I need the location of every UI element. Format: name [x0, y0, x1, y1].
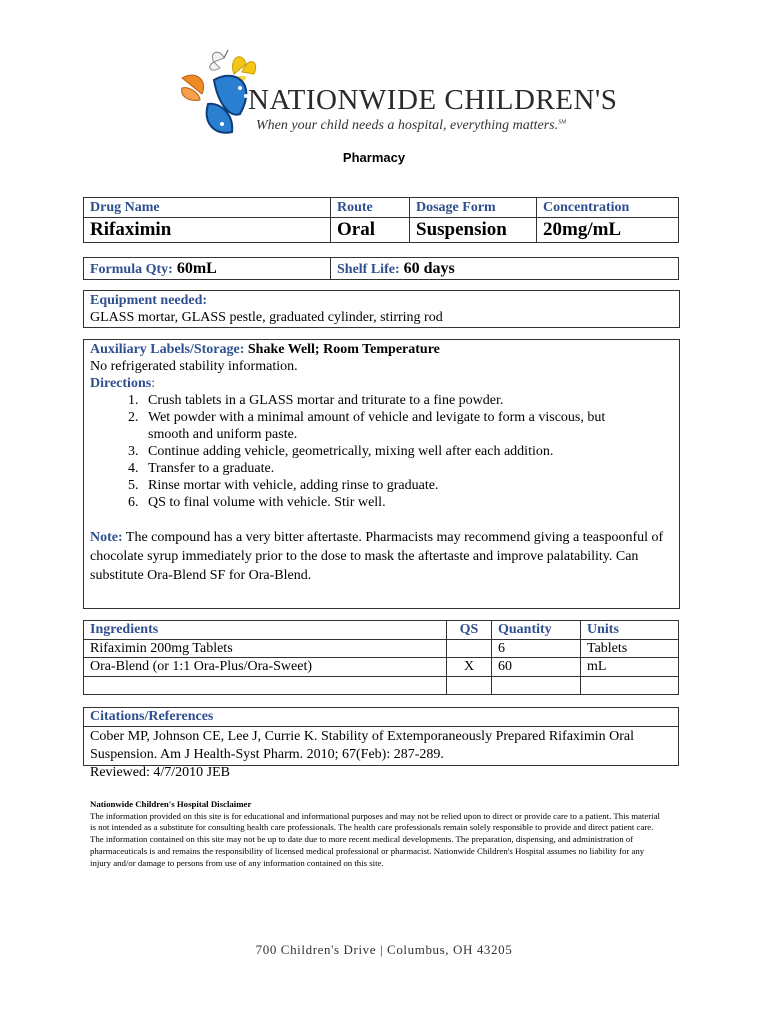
route-header: Route [331, 198, 410, 218]
table-row [84, 658, 679, 677]
direction-step: 1. Crush tablets in a GLASS mortar and triturate to a fine powder. [142, 392, 642, 409]
disclaimer-text: The information provided on this site is for educational and informational purposes and may not be relied upon to direct or provide care to a patient. This material is not intended as a substitute for consulting health care professionals. The health care professionals remain solely responsible to provide and direct patient care. The information contained on this site may not be up to date due to more recent medical developments. The preparation, dispensing, and administration of pharmaceuticals is and remains the responsibility of licensed medical professional or pharmacist. Nationwide Children's Hospital assumes no liability for any injury and/or damage to persons from use of any information contained on this site. [90, 810, 661, 868]
compound-note [90, 528, 674, 585]
auxiliary-value: Shake Well; Room Temperature [247, 342, 440, 357]
ingredient-qty: 60 [492, 658, 581, 677]
butterfly-icon [176, 44, 258, 140]
citations-table [83, 707, 679, 766]
dosage-form-header: Dosage Form [410, 198, 537, 218]
table-row [84, 640, 679, 658]
drug-table [83, 197, 679, 243]
concentration-value: 20mg/mL [537, 218, 679, 243]
formula-table [83, 257, 679, 280]
formula-qty-cell [84, 258, 331, 280]
footer-address: 700 Children's Drive | Columbus, OH 43205 [255, 942, 513, 957]
tagline: When your child needs a hospital, everything matters.℠ [256, 118, 567, 133]
refrigeration-note: No refrigerated stability information. [90, 359, 298, 374]
disclaimer-title: Nationwide Children's Hospital Disclaimer [90, 799, 252, 809]
directions-heading: Directions: [90, 376, 156, 391]
ingredient-qty [492, 677, 581, 695]
page-title: Pharmacy [342, 150, 406, 165]
ingredient-units [581, 677, 679, 695]
ingredients-table [83, 620, 679, 695]
directions-box [83, 339, 680, 609]
equipment-box [83, 290, 680, 328]
units-header: Units [581, 621, 679, 640]
direction-step: 2. Wet powder with a minimal amount of vehicle and levigate to form a viscous, but smooth and uniform paste. [142, 409, 642, 443]
quantity-header: Quantity [492, 621, 581, 640]
direction-step: 4. Transfer to a graduate. [142, 460, 642, 477]
formula-qty-value: 60mL [176, 259, 217, 277]
reviewed-text: Reviewed: 4/7/2010 JEB [90, 765, 230, 780]
ingredient-units: Tablets [581, 640, 679, 658]
ingredient-name: Ora-Blend (or 1:1 Ora-Plus/Ora-Sweet) [84, 658, 447, 677]
disclaimer [90, 799, 662, 869]
citations-label: Citations/References [84, 708, 679, 727]
direction-step: 5. Rinse mortar with vehicle, adding rinse to graduate. [142, 477, 642, 494]
ingredient-units: mL [581, 658, 679, 677]
table-row [84, 677, 679, 695]
qs-header: QS [447, 621, 492, 640]
drug-name-header: Drug Name [84, 198, 331, 218]
equipment-label: Equipment needed: [90, 293, 208, 308]
note-label: Note: [90, 530, 123, 545]
logo [176, 44, 618, 140]
citation-text: Cober MP, Johnson CE, Lee J, Currie K. Stability of Extemporaneously Prepared Rifaximin Oral Suspension. Am J Health-Syst Pharm. 2010; 67(Feb): 287-289. [84, 727, 679, 766]
org-name: NATIONWIDE CHILDREN'S [248, 84, 618, 116]
shelf-life-label: Shelf Life: [337, 261, 400, 277]
concentration-header: Concentration [537, 198, 679, 218]
dosage-form-value: Suspension [410, 218, 537, 243]
note-text: The compound has a very bitter aftertaste. Pharmacists may recommend giving a teaspoonful of chocolate syrup immediately prior to the dose to mask the aftertaste and improve palatability. Can substitute Ora-Blend SF for Ora-Blend. [90, 530, 664, 583]
direction-step: 6. QS to final volume with vehicle. Stir well. [142, 494, 642, 511]
ingredient-qs [447, 677, 492, 695]
directions-list [90, 392, 642, 511]
ingredient-qty: 6 [492, 640, 581, 658]
ingredient-name: Rifaximin 200mg Tablets [84, 640, 447, 658]
auxiliary-line [90, 341, 673, 358]
drug-name-value: Rifaximin [84, 218, 331, 243]
ingredients-header: Ingredients [84, 621, 447, 640]
formula-qty-label: Formula Qty: [90, 261, 173, 277]
shelf-life-value: 60 days [403, 259, 455, 277]
ingredient-name [84, 677, 447, 695]
direction-step: 3. Continue adding vehicle, geometrically, mixing well after each addition. [142, 443, 642, 460]
route-value: Oral [331, 218, 410, 243]
ingredient-qs [447, 640, 492, 658]
ingredient-qs: X [447, 658, 492, 677]
shelf-life-cell [331, 258, 679, 280]
directions-label: Directions [90, 376, 152, 391]
equipment-text: GLASS mortar, GLASS pestle, graduated cylinder, stirring rod [90, 310, 443, 325]
auxiliary-label: Auxiliary Labels/Storage: [90, 342, 245, 357]
